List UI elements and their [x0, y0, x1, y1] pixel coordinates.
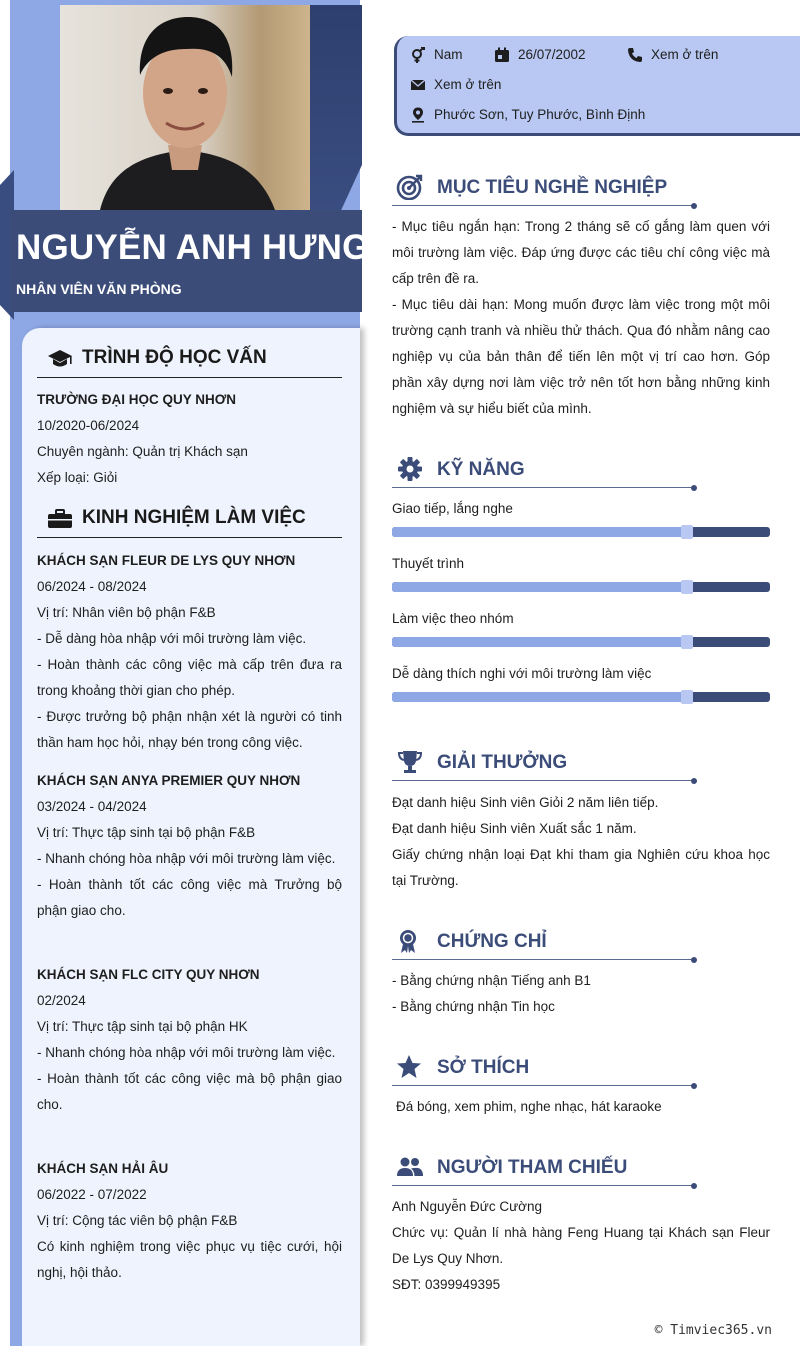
job-item [37, 1156, 342, 1286]
objective-short-term: - Mục tiêu ngắn hạn: Trong 2 tháng sẽ cố gắng làm quen với môi trường làm việc. Đáp ứng được các tiêu chí công việc mà cấp trên đề ra. [392, 219, 770, 286]
gear-icon [396, 456, 424, 482]
job-period: 03/2024 - 04/2024 [37, 799, 147, 814]
job-detail: - Nhanh chóng hòa nhập với môi trường làm việc. [37, 1045, 336, 1060]
job-detail: - Nhanh chóng hòa nhập với môi trường làm việc. [37, 851, 336, 866]
skills-title: KỸ NĂNG [437, 459, 525, 480]
users-icon [396, 1154, 424, 1180]
job-item [37, 768, 342, 924]
job-position: Vị trí: Thực tập sinh tại bộ phận HK [37, 1019, 248, 1034]
skill-label: Thuyết trình [392, 556, 465, 571]
skill-bar [392, 637, 770, 647]
education-major: Chuyên ngành: Quản trị Khách sạn [37, 444, 248, 459]
gender-value: Nam [434, 47, 463, 62]
phone-icon [627, 47, 643, 63]
target-icon [396, 174, 424, 200]
candidate-role: NHÂN VIÊN VĂN PHÒNG [16, 281, 182, 297]
skill-label: Dễ dàng thích nghi với môi trường làm việc [392, 666, 652, 681]
gender-icon [410, 47, 426, 63]
skill-label: Làm việc theo nhóm [392, 611, 514, 626]
job-position: Vị trí: Nhân viên bộ phận F&B [37, 605, 216, 620]
job-detail: - Hoàn thành tốt các công việc mà Trưởng bộ phận giao cho. [37, 877, 342, 918]
certificates-heading [392, 924, 694, 960]
job-item [37, 962, 342, 1118]
objective-long-term: - Mục tiêu dài hạn: Mong muốn được làm việc trong một môi trường cạnh tranh và nhiều thử thách. Qua đó nhằm nâng cao nghiệp vụ của bản thân để tiến lên một vị trí cao hơn. Góp phần xây dựng nơi làm việc trở nên tốt hơn bằng những kinh nghiệm và sự hiểu biết của mình. [392, 297, 770, 416]
medal-icon [396, 928, 424, 954]
footer-watermark: © Timviec365.vn [654, 1323, 772, 1338]
skill-bar [392, 527, 770, 537]
skills-heading [392, 452, 694, 488]
objective-heading [392, 170, 694, 206]
skill-label: Giao tiếp, lắng nghe [392, 501, 513, 516]
star-icon [396, 1054, 424, 1080]
address-value: Phước Sơn, Tuy Phước, Bình Định [434, 107, 646, 122]
hobbies-heading [392, 1050, 694, 1086]
certificates-title: CHỨNG CHỈ [437, 931, 547, 952]
hobbies-title: SỞ THÍCH [437, 1057, 530, 1078]
reference-block [392, 1194, 770, 1298]
education-title: TRÌNH ĐỘ HỌC VẤN [82, 347, 267, 368]
award-item: Đạt danh hiệu Sinh viên Giỏi 2 năm liên tiếp. [392, 795, 659, 810]
job-period: 06/2022 - 07/2022 [37, 1187, 147, 1202]
objective-text [392, 214, 770, 422]
job-detail: - Dễ dàng hòa nhập với môi trường làm việc. [37, 631, 307, 646]
hobbies-text [396, 1094, 774, 1120]
skill-bar-fill [392, 637, 687, 647]
awards-title: GIẢI THƯỞNG [437, 752, 568, 773]
skill-bar-knob [681, 525, 693, 539]
job-company: KHÁCH SẠN FLC CITY QUY NHƠN [37, 967, 260, 982]
dob-value: 26/07/2002 [518, 47, 586, 62]
awards-list [392, 790, 770, 894]
skill-bar-knob [681, 580, 693, 594]
name-banner [10, 210, 370, 312]
school-name: TRƯỜNG ĐẠI HỌC QUY NHƠN [37, 392, 236, 407]
ribbon-right-decoration [310, 5, 362, 210]
education-block [37, 387, 342, 491]
awards-heading [392, 745, 694, 781]
education-period: 10/2020-06/2024 [37, 418, 140, 433]
skill-bar-knob [681, 690, 693, 704]
candidate-name: NGUYỄN ANH HƯNG [16, 228, 370, 267]
reference-name: Anh Nguyễn Đức Cường [392, 1199, 542, 1214]
job-detail: Có kinh nghiệm trong việc phục vụ tiệc cưới, hội nghị, hội thảo. [37, 1239, 342, 1280]
reference-title: NGƯỜI THAM CHIẾU [437, 1157, 628, 1178]
reference-phone: SĐT: 0399949395 [392, 1277, 501, 1292]
education-heading [37, 340, 342, 378]
envelope-icon [410, 77, 426, 93]
award-item: Đạt danh hiệu Sinh viên Xuất sắc 1 năm. [392, 821, 637, 836]
certificate-item: - Bằng chứng nhận Tin học [392, 999, 555, 1014]
phone-value: Xem ở trên [651, 47, 719, 62]
skill-bar-fill [392, 692, 687, 702]
job-item [37, 548, 342, 756]
certificate-item: - Bằng chứng nhận Tiếng anh B1 [392, 973, 591, 988]
briefcase-icon [47, 508, 73, 530]
avatar [60, 5, 310, 210]
email-value: Xem ở trên [434, 77, 502, 92]
job-period: 06/2024 - 08/2024 [37, 579, 147, 594]
skill-bar-fill [392, 582, 687, 592]
job-detail: - Hoàn thành tốt các công việc mà bộ phận giao cho. [37, 1071, 342, 1112]
education-rank: Xếp loại: Giỏi [37, 470, 118, 485]
graduation-cap-icon [47, 348, 73, 370]
skill-bar [392, 582, 770, 592]
job-company: KHÁCH SẠN FLEUR DE LYS QUY NHƠN [37, 553, 296, 568]
job-period: 02/2024 [37, 993, 86, 1008]
job-company: KHÁCH SẠN HẢI ÂU [37, 1161, 169, 1176]
job-position: Vị trí: Cộng tác viên bộ phận F&B [37, 1213, 238, 1228]
reference-heading [392, 1150, 694, 1186]
reference-position: Chức vụ: Quản lí nhà hàng Feng Huang tại Khách sạn Fleur De Lys Quy Nhơn. [392, 1225, 770, 1266]
certificates-list [392, 968, 770, 1020]
location-pin-icon [410, 107, 426, 123]
job-detail: - Hoàn thành các công việc mà cấp trên đưa ra trong khoảng thời gian cho phép. [37, 657, 342, 698]
skill-bar-knob [681, 635, 693, 649]
objective-title: MỤC TIÊU NGHỀ NGHIỆP [437, 177, 668, 198]
calendar-icon [494, 47, 510, 63]
skill-bar-fill [392, 527, 687, 537]
award-item: Giấy chứng nhận loại Đạt khi tham gia Nghiên cứu khoa học tại Trường. [392, 847, 770, 888]
job-company: KHÁCH SẠN ANYA PREMIER QUY NHƠN [37, 773, 301, 788]
skill-bar [392, 692, 770, 702]
experience-heading [37, 500, 342, 538]
job-detail: - Được trưởng bộ phận nhận xét là người có tinh thần ham học hỏi, nhạy bén trong công việc. [37, 709, 342, 750]
avatar-portrait [60, 5, 310, 210]
experience-title: KINH NGHIỆM LÀM VIỆC [82, 507, 306, 528]
hobbies-value: Đá bóng, xem phim, nghe nhạc, hát karaoke [396, 1099, 662, 1114]
trophy-icon [396, 749, 424, 775]
job-position: Vị trí: Thực tập sinh tại bộ phận F&B [37, 825, 256, 840]
